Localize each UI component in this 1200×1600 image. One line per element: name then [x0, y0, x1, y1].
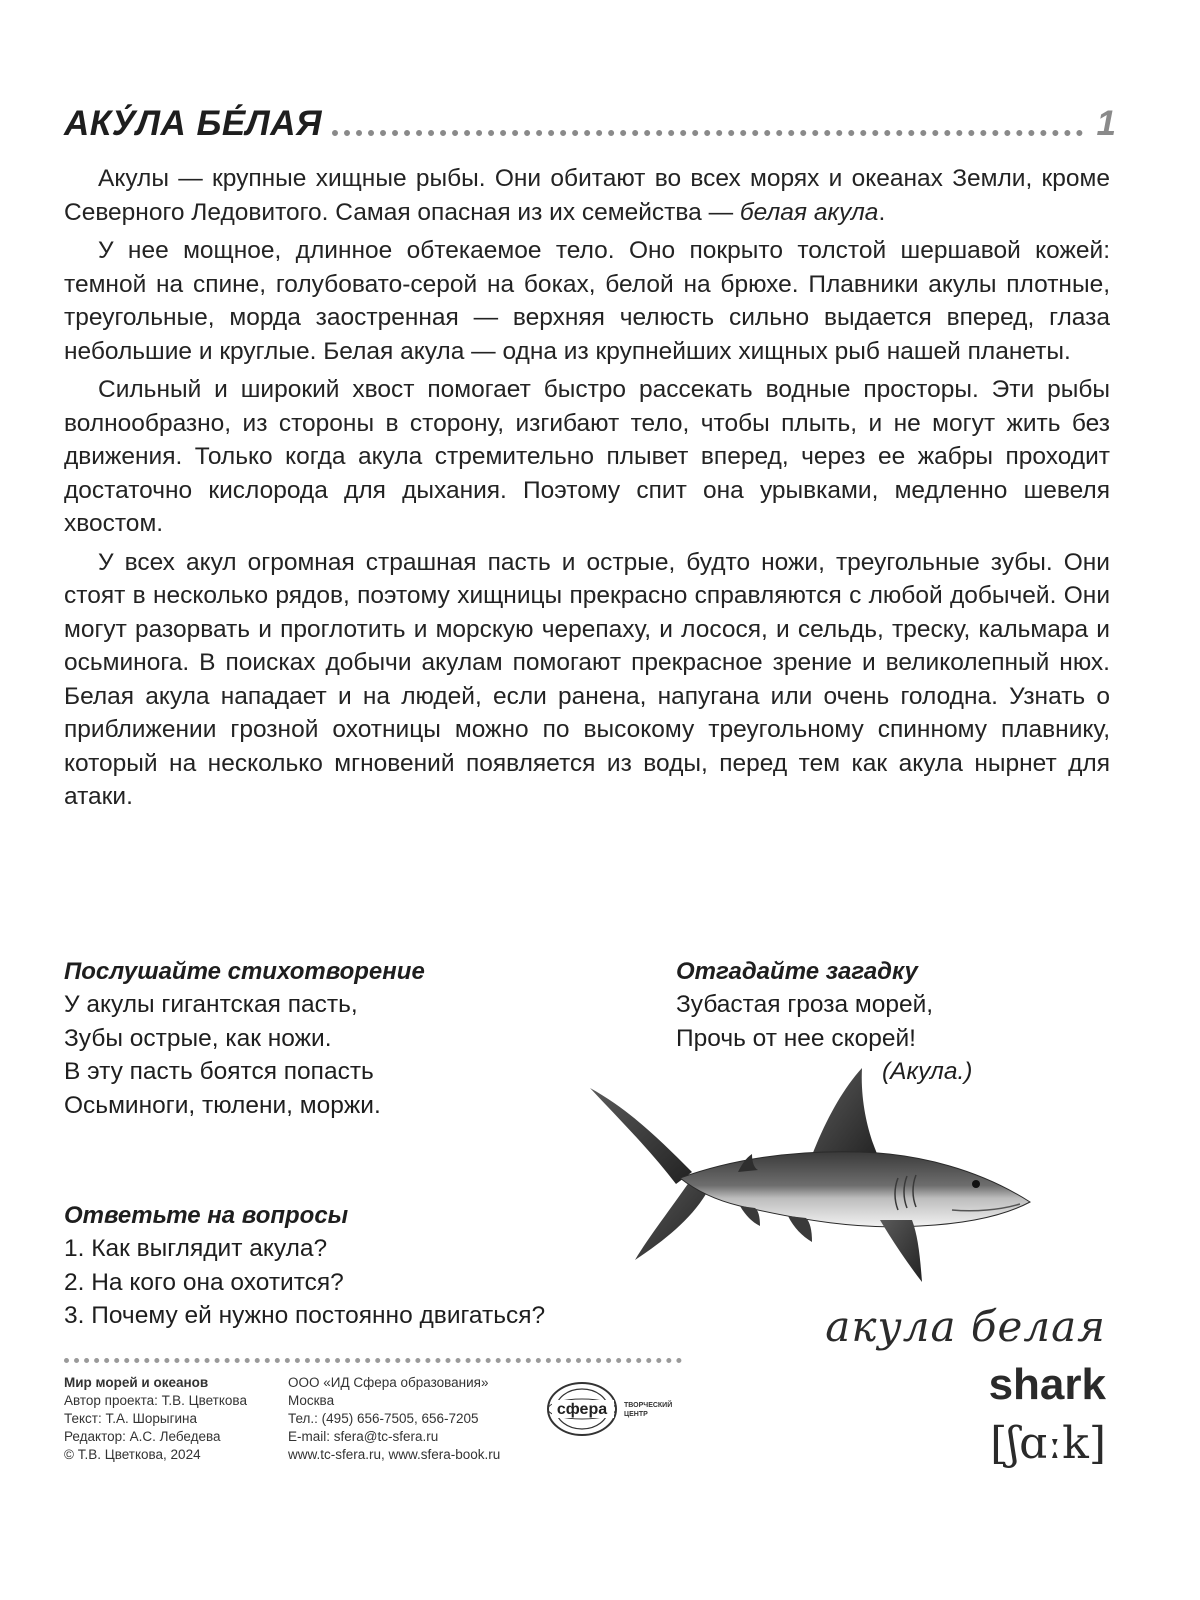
riddle-line: Прочь от нее скорей!: [676, 1024, 916, 1052]
riddle-heading: Отгадайте загадку: [676, 958, 918, 985]
credit-line: Автор проекта: Т.В. Цветкова: [64, 1393, 247, 1408]
publisher-line: Тел.: (495) 656-7505, 656-7205: [288, 1411, 479, 1426]
paragraph-4: У всех акул огромная страшная пасть и острые, будто ножи, треугольные зубы. Они стоят в несколько рядов, поэтому хищницы прекрасно справляются с любой добычей. Они могут разорвать и проглотить и морскую черепаху, и лосося, и сельдь, треску, кальмара и осьминога. В поисках добычи акулам помогают прекрасное зрение и великолепный нюх. Белая акула нападает и на людей, если ранена, напугана или очень голодна. Узнать о приближении грозной охотницы можно по высокому треугольному спинному плавнику, который на несколько мгновений появляется из воды, перед тем как акула нырнет для атаки.: [64, 548, 1110, 810]
logo-sub1: ТВОРЧЕСКИЙ: [624, 1402, 673, 1409]
page-title: АКУ́ЛА БЕ́ЛАЯ: [64, 104, 323, 143]
footer-divider: [64, 1358, 682, 1363]
riddle-line: Зубастая гроза морей,: [676, 991, 934, 1018]
question-item: 2. На кого она охотится?: [64, 1268, 344, 1296]
questions-section: [64, 1200, 684, 1333]
poem-line: Зубы острые, как ножи.: [64, 1024, 332, 1052]
page-header: [64, 90, 1116, 144]
poem-section: [64, 956, 624, 1122]
transcription: [ʃɑːk]: [990, 1418, 1106, 1469]
publisher-line: E-mail: sfera@tc-sfera.ru: [288, 1429, 439, 1444]
sfera-logo-icon: [544, 1380, 694, 1438]
publisher-line: Москва: [288, 1393, 335, 1408]
questions-heading: Ответьте на вопросы: [64, 1202, 349, 1229]
poem-line: У акулы гигантская пасть,: [64, 991, 358, 1018]
paragraph-1: [64, 162, 1110, 229]
publisher-line: ООО «ИД Сфера образования»: [288, 1375, 489, 1390]
paragraph-3: Сильный и широкий хвост помогает быстро рассекать водные просторы. Эти рыбы волнообразно, из стороны в сторону, изгибают тело, чтобы плыть, и не могут жить без движения. Только когда акула стремительно плывет вперед, через ее жабры проходит достаточно кислорода для дыхания. Поэтому спит она урывками, медленно шевеля хвостом.: [64, 376, 1110, 537]
paragraph-1-text: Акулы — крупные хищные рыбы. Они обитают во всех морях и океанах Земли, кроме Северного Ледовитого. Самая опасная из их семейства —: [64, 165, 1110, 226]
paragraph-1-emphasis: белая акула: [739, 198, 879, 226]
credit-line: © Т.В. Цветкова, 2024: [64, 1447, 201, 1462]
poem-line: Осьминоги, тюлени, моржи.: [64, 1091, 381, 1119]
question-item: 3. Почему ей нужно постоянно двигаться?: [64, 1302, 546, 1329]
footer-credits: [64, 1374, 284, 1464]
paragraph-2: У нее мощное, длинное обтекаемое тело. Оно покрыто толстой шершавой кожей: темной на спине, голубовато-серой на боках, белой на брюхе. Плавники акулы плотные, треугольные, морда заостренная — верхняя челюсть сильно выдается вперед, глаза небольшие и круглые. Белая акула — одна из крупнейших хищных рыб нашей планеты.: [64, 237, 1110, 365]
logo-name: сфера: [556, 1401, 608, 1418]
riddle-answer: (Акула.): [882, 1058, 973, 1085]
credit-line: Текст: Т.А. Шорыгина: [64, 1411, 198, 1426]
main-text: [64, 162, 1110, 819]
publisher-line: www.tc-sfera.ru, www.sfera-book.ru: [288, 1447, 501, 1462]
paragraph-1-end: .: [878, 198, 886, 226]
poem-heading: Послушайте стихотворение: [64, 958, 425, 985]
credit-line: Редактор: А.С. Лебедева: [64, 1429, 221, 1444]
cursive-word: акула белая: [825, 1302, 1106, 1351]
english-word: shark: [988, 1360, 1106, 1409]
series-title: Мир морей и океанов: [64, 1375, 209, 1390]
question-item: 1. Как выглядит акула?: [64, 1235, 328, 1262]
dotted-leader: [332, 130, 1083, 136]
logo-sub2: ЦЕНТР: [624, 1411, 648, 1418]
poem-line: В эту пасть боятся попасть: [64, 1058, 374, 1085]
page-number: 1: [1096, 104, 1116, 143]
publisher-info: [288, 1374, 538, 1464]
